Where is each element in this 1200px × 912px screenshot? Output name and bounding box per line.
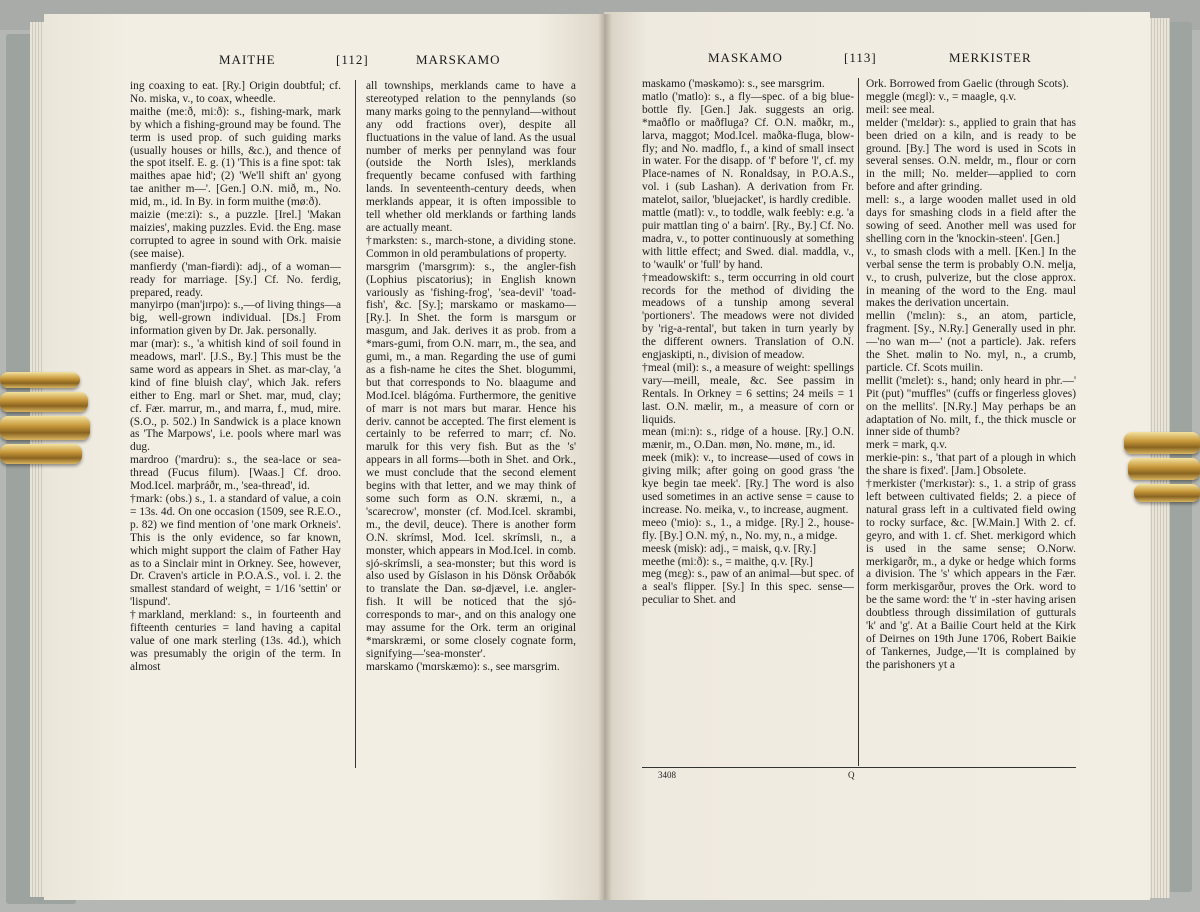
dictionary-entry: mardroo ('mardru): s., the sea-lace or sea-thread (Fucus filum). [Waas.] Cf. droo. Mod.Icel. marþráðr, m., 'sea-thread', id. xyxy=(130,454,341,493)
dictionary-entry: mattle (matl): v., to toddle, walk feebly: e.g. 'a puir mattlan ting o' a bairn'. [Ry., By.] Cf. No. madra, v., to potter continuously at something with little effect; and Swed. dial. maddla, v., to 'waulk' or 'full' by hand. xyxy=(642,207,854,271)
dictionary-entry: †mark: (obs.) s., 1. a standard of value, a coin = 13s. 4d. On one occasion (1509, see R.E.O., p. 82) we find mention of 'one mark Orkneis'. This is the only evidence, so far known, which might support the claim of Father Hay as to a Sinclair mint in Orkney. See, however, Dr. Craven's article in P.O.A.S., vol. i. 2. the smallest standard of weight, = 1/16 'settin' or 'lispund'. xyxy=(130,493,341,609)
dictionary-entry: ing coaxing to eat. [Ry.] Origin doubtful; cf. No. miska, v., to coax, wheedle. xyxy=(130,80,341,105)
page-clip-left-2 xyxy=(0,392,88,412)
dictionary-entry: mellin ('mɛlɪn): s., an atom, particle, fragment. [Sy., N.Ry.] Generally used in phr.—'no wan m—' (not a particle). Jak. refers the Shet. mølin to No. myl, n., a crumb, particle. Cf. Scots muilin. xyxy=(866,310,1076,374)
page-clip-left-4 xyxy=(0,444,82,464)
dictionary-entry: manyirpo (man'jɪrpo): s.,—of living things—a big, well-grown individual. [Ds.] From information given by Dr. Jak. personally. xyxy=(130,299,341,338)
dictionary-entry: mean (miːn): s., ridge of a house. [Ry.] O.N. mænir, m., O.Dan. møn, No. møne, m., id. xyxy=(642,426,854,452)
dictionary-entry: †marksten: s., march-stone, a dividing stone. Common in old perambulations of property. xyxy=(366,234,576,260)
left-page xyxy=(44,14,604,900)
dictionary-entry: merk = mark, q.v. xyxy=(866,439,947,452)
left-page-number: [112] xyxy=(336,52,369,67)
dictionary-entry: meeo ('mio): s., 1., a midge. [Ry.] 2., house-fly. [By.] O.N. mý, n., No. my, n., a midge. xyxy=(642,516,854,542)
dictionary-entry: maithe (meːð, miːð): s., fishing-mark, mark by which a fishing-ground may be found. The term is used prop. of such guiding marks (usually houses or hills, &c.), and thence of the spot itself. E. g. (1) 'This is a fine spot: tak maithes apae hid'; (2) 'We'll shift an' gyong tae anither m—'. [Gen.] O.N. mið, m., No. mid, m., id. In By. in form muithe (møːð). xyxy=(130,105,341,209)
dictionary-entry: mar (mar): s., 'a whitish kind of soil found in meadows, marl'. [J.S., By.] This must be the same word as appears in Shet. as mar-clay, 'a kind of fine bluish clay', which Jak. refers either to Eng. marl or Shet. mar, mud, clay; cf. Fær. marrur, m., and marra, f., mud, mire. (S.O., p. 502.) In Sandwick is a place known as 'The Marpows', i.e. pools where marl was dug. xyxy=(130,338,341,454)
page-clip-right-1 xyxy=(1124,432,1200,454)
dictionary-entry: v., to smash clods with a mell. [Ken.] In the verbal sense the term is probably O.N. melja, v., to crush, pulverize, but the close approx. in meaning of the word to the Eng. maul makes the derivation uncertain. xyxy=(866,245,1076,310)
left-column-divider xyxy=(355,80,356,768)
dictionary-entry: Ork. Borrowed from Gaelic (through Scots). xyxy=(866,78,1069,90)
left-running-head-end: MARSKAMO xyxy=(416,52,501,67)
signature-mark: Q xyxy=(848,770,855,780)
page-clip-left-1 xyxy=(0,372,80,388)
dictionary-entry: †merkister ('mɛrkɪstər): s., 1. a strip of grass left between cultivated fields; 2. a piece of natural grass left in a cultivated field owing to rocky surface, &c. [W.Main.] With 2. cf. geyro, and with 1. cf. Shet. merkigord which is used in the same sense; O.Norw. merkigarðr, m., a dyke or hedge which forms a division. The 's' which appears in the Fær. form merkisgarður, proves the Ork. word to be the same word: the 't' in -ster having arisen doubtless through dissimilation of gutturals 'k' and 'g'. At a Bailie Court held at the Kirk of Deirnes on 19th June 1706, Robert Baikie of Tankernes, Judge,—'It is complained by the parishoners yt a xyxy=(866,478,1076,671)
page-clip-right-3 xyxy=(1134,484,1200,502)
page-clip-left-3 xyxy=(0,416,90,440)
dictionary-entry: all townships, merklands came to have a stereotyped relation to the pennylands (so many marks going to the pennyland—without any odd fractions over), despite all fluctuations in the value of land. As the usual number of merks per pennyland was four (outside the North Isles), merklands frequently became confused with farthing lands. In seventeenth-century deeds, when merklands appear, it is often impossible to tell whether old merklands or farthing lands are actually meant. xyxy=(366,80,576,234)
dictionary-entry: marskamo ('mɑrskæmo): s., see marsgrim. xyxy=(366,660,560,673)
page-clip-right-2 xyxy=(1128,458,1200,480)
dictionary-entry: marsgrim ('marsgrɪm): s., the angler-fish (Lophius piscatorius); in English known variously as 'fishing-frog', 'sea-devil' 'toad-fish', &c. [Sy.]; marskamo or maskamo—[Ry.]. In Shet. the form is marsgum or masgum, and Jak. derives it as prob. from a *mars-gumi, from O.N. marr, m., the sea, and gumi, m., a man. Regarding the use of gumi as a fish-name he cites the Shet. blogummi, but that corresponds to No. blaagume and Mod.Icel. blágóma. Furthermore, the genitive of marr is not mars but marar. Hence his deriv. cannot be accepted. The first element is certainly to be referred to marr; cf. No. marulk for this very fish. But as the 's' appears in all forms—both in Shet. and Ork., we must conclude that the second element begins with that letter, and we may think of some such form as O.N. skræmi, n., a 'scarecrow', monster (cf. Mod.Icel. skrambi, m., the devil, deuce). There is another form O.N. skrímsl, Mod. Icel. skrímsli, n., a monster, which appears in Mod.Icel. in comb. sjó-skrímsli, a sea-monster; but this word is also used by Gíslason in his Dönsk Orðabók to translate the Dan. sø-djævel, i.e. angler-fish. It will be noticed that the sjó- corresponds to mar-, and on this analogy one may assume for the Ork. term an original *marskræmi, or some closely cognate form, signifying—'sea-monster'. xyxy=(366,260,576,660)
right-column-divider xyxy=(858,78,859,766)
right-page-column-2 xyxy=(866,78,1076,758)
dictionary-entry: melder ('mɛldər): s., applied to grain that has been dried on a kiln, and is ready to be ground. [By.] The word is used in Scots in several senses. O.N. meldr, m., flour or corn in the mill; No. melder—applied to corn before and after grinding. xyxy=(866,116,1076,194)
left-running-head-start: MAITHE xyxy=(219,52,276,67)
dictionary-entry: mellit ('mɛlet): s., hand; only heard in phr.—' Pit (put) "muffles" (cuffs or fingerless gloves) on the mellits'. [N.Ry.] May perhaps be an adaptation of No. milt, f., the thick muscle or inner side of thumb? xyxy=(866,374,1076,439)
signature-number: 3408 xyxy=(658,770,676,780)
dictionary-entry: meggle (mɛgl): v., = maagle, q.v. xyxy=(866,90,1017,103)
dictionary-entry: maskamo ('məskəmo): s., see marsgrim. xyxy=(642,78,825,90)
dictionary-entry: matlo ('matlo): s., a fly—spec. of a big blue-bottle fly. [Gen.] Jak. suggests an orig. *maðflo or maðfluga? Cf. O.N. maðkr, m., larva, maggot; Mod.Icel. maðka-fluga, blow-fly; and No. madflo, f., a kind of small insect in water. For the disapp. of 'f' before 'l', cf. my Place-names of N. Ronaldsay, in P.O.A.S., vol. i (sub Lashan). A derivation from Fr. matelot, sailor, 'bluejacket', is hardly credible. xyxy=(642,90,854,207)
dictionary-entry: †meal (mil): s., a measure of weight: spellings vary—meill, meale, &c. See passim in Rentals. In Orkney = 6 settins; 24 meils = 1 last. O.N. mælir, m., a measure of corn or liquids. xyxy=(642,361,854,426)
dictionary-entry: maizie (meːzi): s., a puzzle. [Irel.] 'Makan maizies', making puzzles. Evid. the Eng. mase corrupted to agree in sound with Ork. maisie (see maise). xyxy=(130,209,341,260)
dictionary-entry: †meadowskift: s., term occurring in old court records for the method of dividing the meadows of a tunship among several 'portioners'. The meadows were not divided by 'rig-a-rental', but taken in turn yearly by the different owners. Translation of O.N. engjaskipti, n., division of meadow. xyxy=(642,271,854,362)
dictionary-entry: meek (mik): v., to increase—used of cows in giving milk; after going on good grass 'the kye begin tae meek'. [Ry.] The word is also used sometimes in an active sense = cause to increase. No. meika, v., to increase, augment. xyxy=(642,452,854,516)
dictionary-entry: meg (mɛg): s., paw of an animal—but spec. of a seal's flipper. [Sy.] In this spec. sense—peculiar to Shet. and xyxy=(642,568,854,607)
dictionary-entry: mell: s., a large wooden mallet used in old days for smashing clods in a field after the sowing of seed. Another mell was used for shelling corn in the 'knockin-steen'. [Gen.] xyxy=(866,194,1076,245)
right-page-number: [113] xyxy=(844,50,877,65)
gutter-shadow xyxy=(598,14,612,900)
dictionary-entry: meesk (misk): adj., = maisk, q.v. [Ry.] xyxy=(642,542,817,555)
left-page-column-1 xyxy=(130,80,341,760)
dictionary-entry: manfierdy ('man-fiərdi): adj., of a woman—ready for marriage. [Sy.] Cf. No. ferdig, prepared, ready. xyxy=(130,260,341,299)
right-page xyxy=(604,12,1150,900)
right-page-column-1 xyxy=(642,78,854,758)
left-page-column-2 xyxy=(366,80,576,760)
dictionary-entry: meil: see meal. xyxy=(866,103,935,116)
dictionary-entry: meethe (miːð): s., = maithe, q.v. [Ry.] xyxy=(642,555,813,568)
dictionary-entry: merkie-pin: s., 'that part of a plough in which the share is fixed'. [Jam.] Obsolete. xyxy=(866,452,1076,478)
right-bottom-rule xyxy=(642,767,1076,768)
right-running-head-end: MERKISTER xyxy=(949,50,1032,65)
dictionary-entry: †markland, merkland: s., in fourteenth and fifteenth centuries = land having a capital value of one mark sterling (13s. 4d.), which was presumably the origin of the term. In almost xyxy=(130,609,341,673)
right-running-head-start: MASKAMO xyxy=(708,50,783,65)
